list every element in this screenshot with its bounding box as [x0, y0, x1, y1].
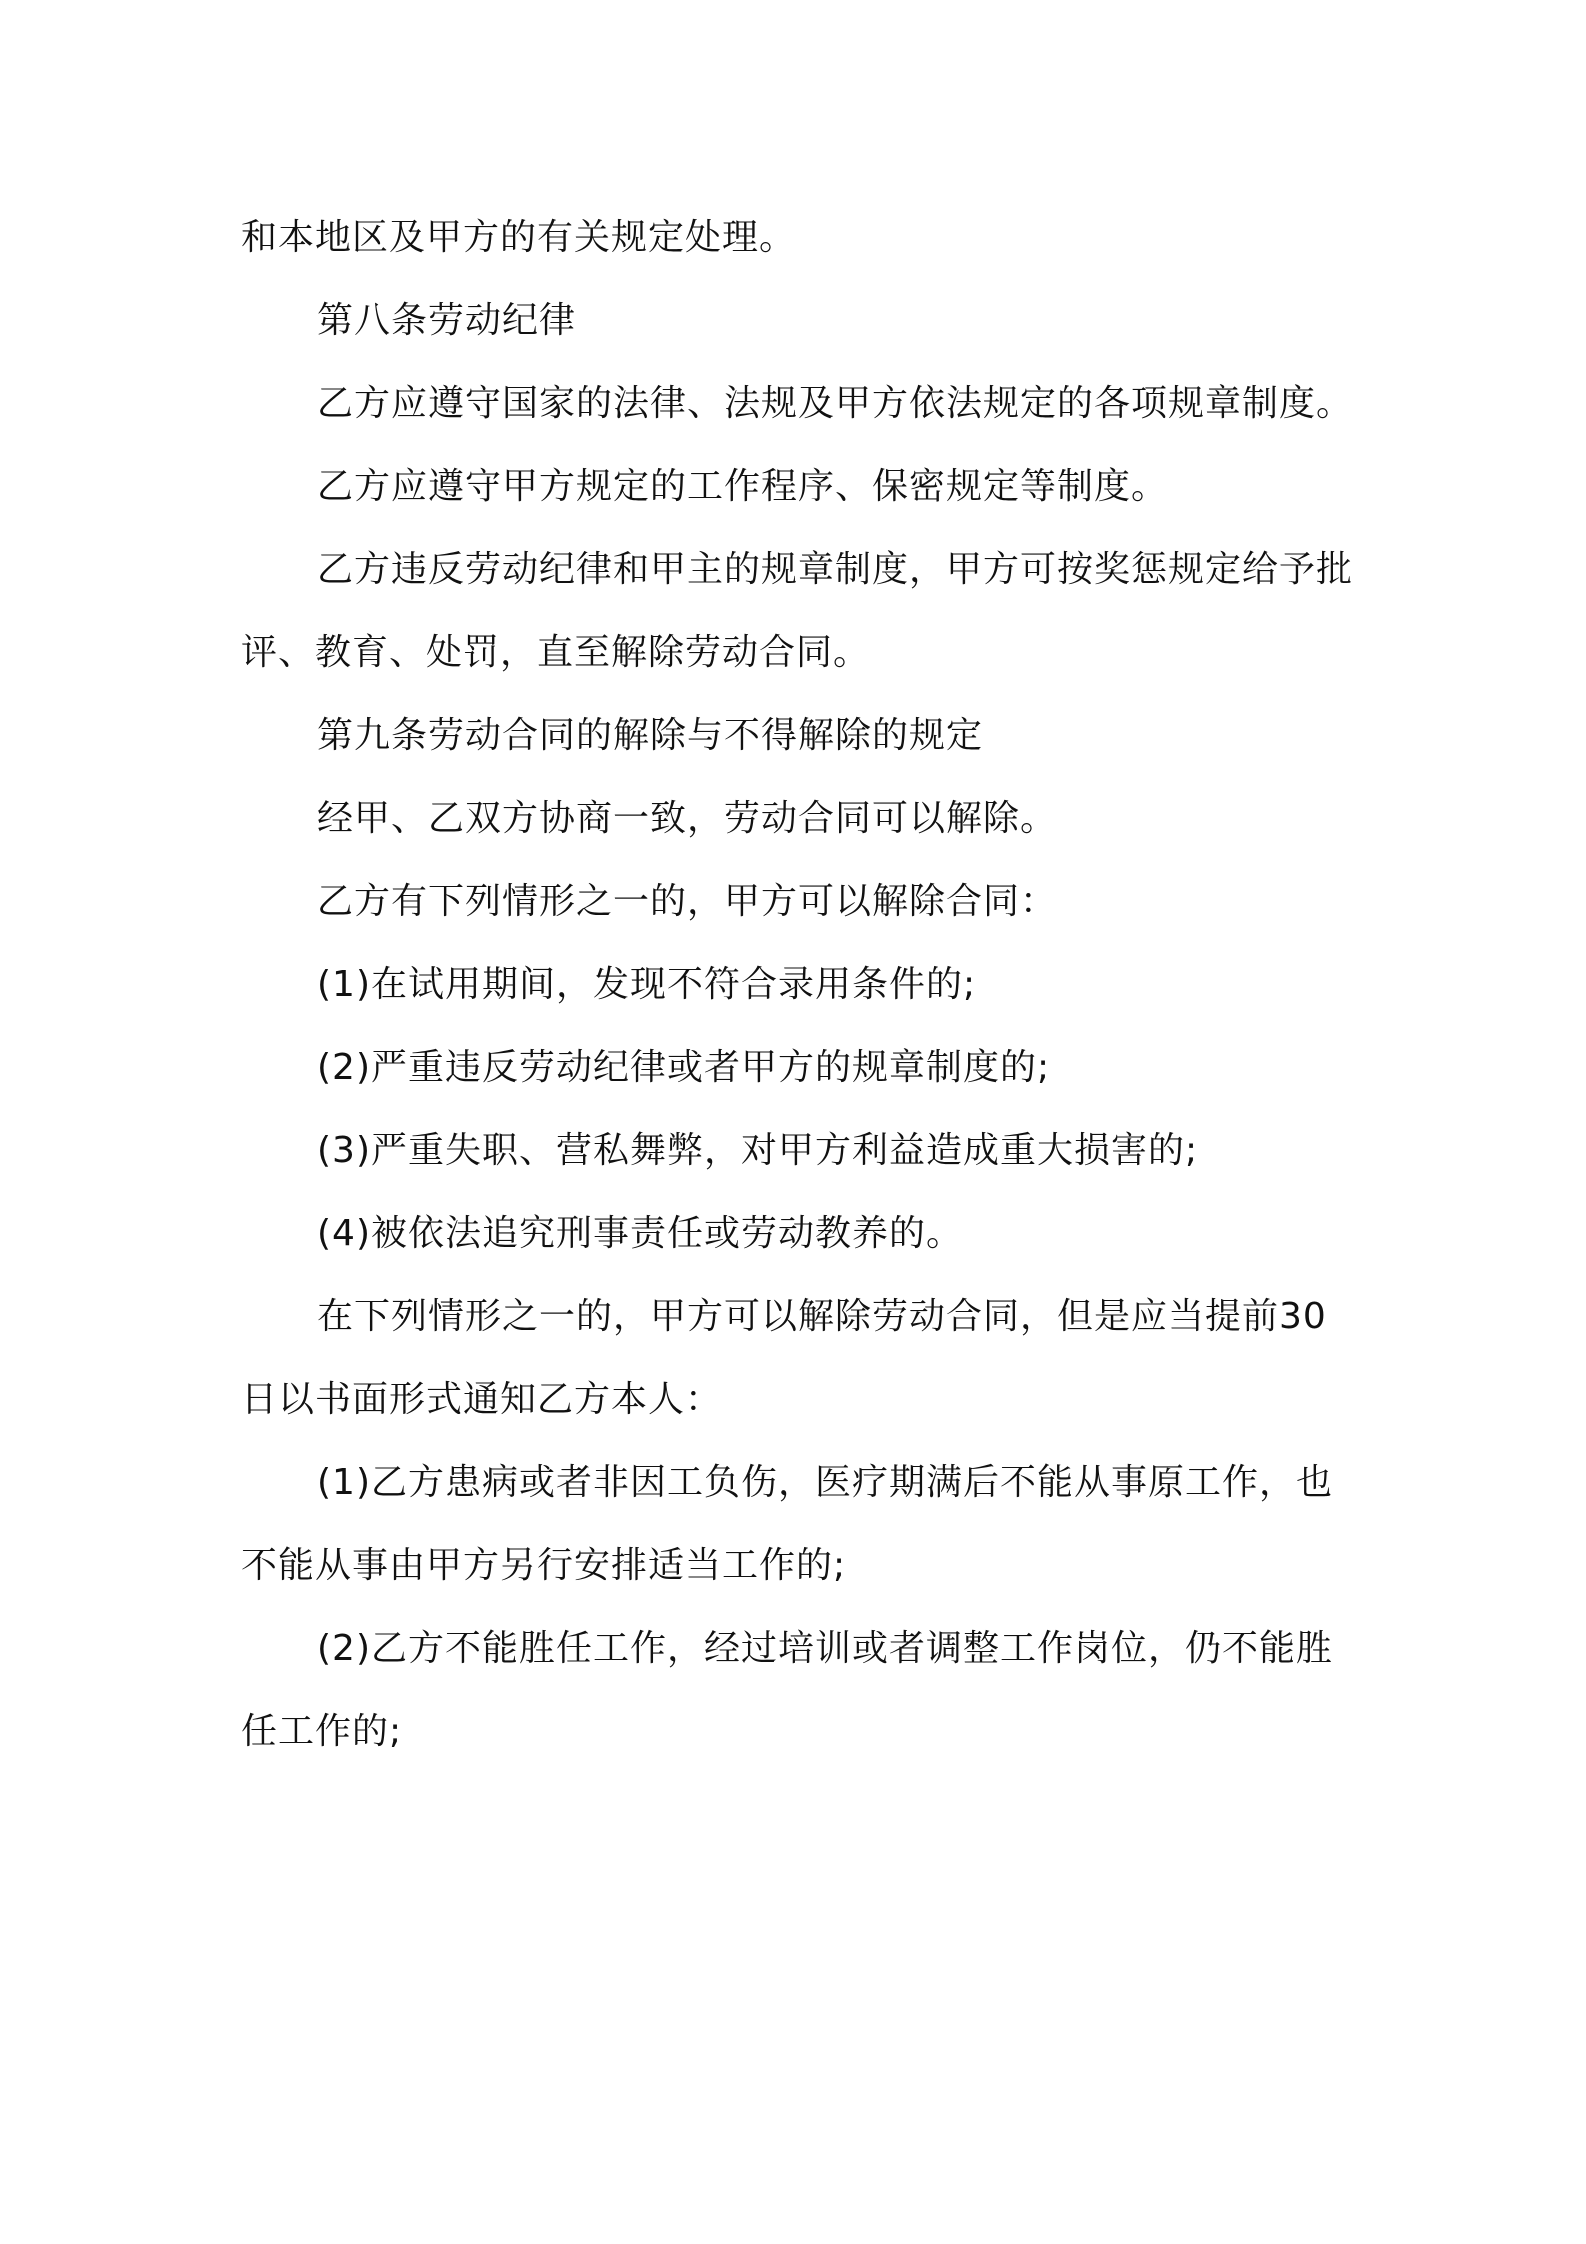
- paragraph: 经甲、乙双方协商一致，劳动合同可以解除。: [317, 798, 1058, 839]
- paragraph: 乙方应遵守甲方规定的工作程序、保密规定等制度。: [317, 466, 1169, 507]
- list-item: (4)被依法追究刑事责任或劳动教养的。: [317, 1213, 963, 1254]
- article-8-heading: 第八条劳动纪律: [317, 300, 577, 341]
- paragraph: 在下列情形之一的，甲方可以解除劳动合同，但是应当提前30日以书面形式通知乙方本人：: [241, 1296, 1327, 1420]
- list-item: (1)在试用期间，发现不符合录用条件的;: [317, 964, 977, 1005]
- paragraph: 乙方违反劳动纪律和甲主的规章制度，甲方可按奖惩规定给予批评、教育、处罚，直至解除劳动合同。: [241, 549, 1354, 673]
- list-item: (3)严重失职、营私舞弊，对甲方利益造成重大损害的;: [317, 1130, 1199, 1171]
- list-item: (2)乙方不能胜任工作，经过培训或者调整工作岗位，仍不能胜任工作的;: [241, 1628, 1333, 1752]
- paragraph: 乙方应遵守国家的法律、法规及甲方依法规定的各项规章制度。: [317, 383, 1354, 424]
- document-body: [241, 196, 1359, 1773]
- article-9-heading: 第九条劳动合同的解除与不得解除的规定: [317, 715, 984, 756]
- list-item: (2)严重违反劳动纪律或者甲方的规章制度的;: [317, 1047, 1051, 1088]
- paragraph: 乙方有下列情形之一的，甲方可以解除合同：: [317, 881, 1058, 922]
- paragraph-continuation: 和本地区及甲方的有关规定处理。: [241, 217, 797, 258]
- list-item: (1)乙方患病或者非因工负伤，医疗期满后不能从事原工作，也不能从事由甲方另行安排适当工作的;: [241, 1462, 1333, 1586]
